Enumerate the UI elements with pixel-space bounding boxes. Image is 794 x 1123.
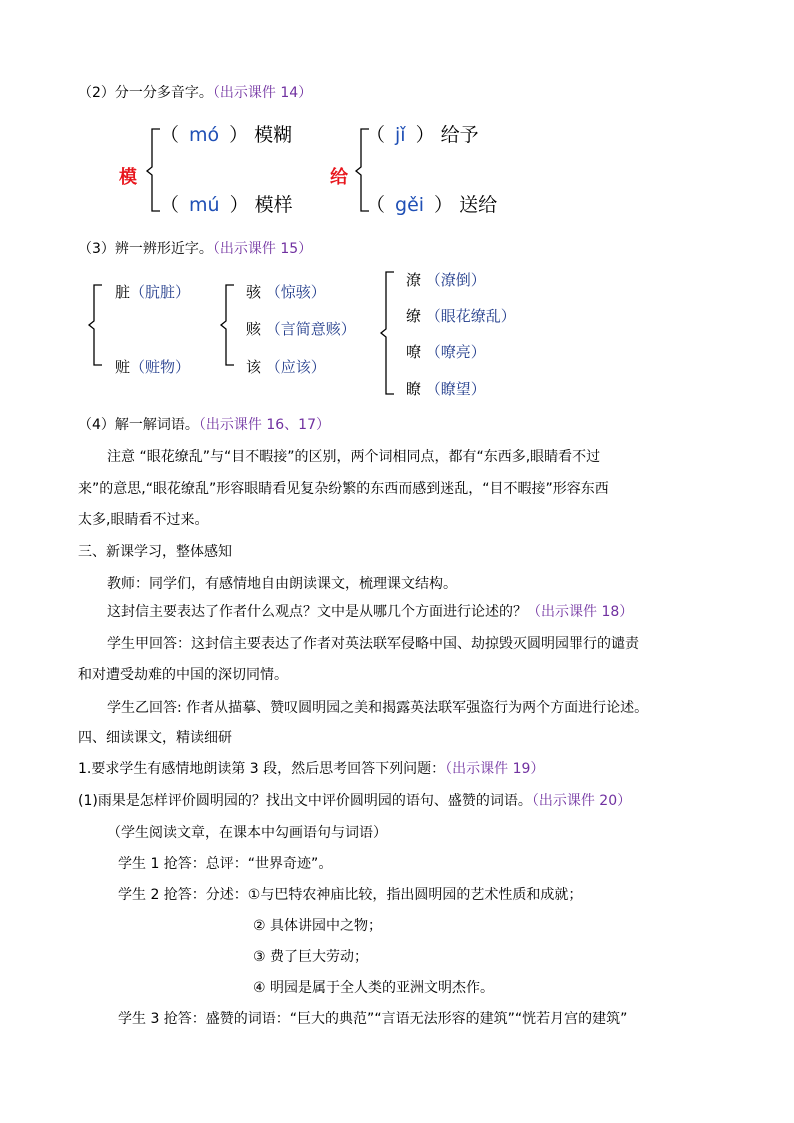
polyphone-char-2: 给: [330, 167, 348, 188]
answer-1: 学生 1 抢答：总评：“世界奇迹”。: [118, 856, 333, 872]
answer-2: 学生 2 抢答：分述：①与巴特农神庙比较，指出圆明园的艺术性质和成就；: [118, 887, 583, 903]
answer-2-item: ③ 费了巨大劳动；: [253, 949, 369, 965]
answer-2-item: ④ 明园是属于全人类的亚洲文明杰作。: [253, 980, 494, 996]
pinyin: mó: [189, 124, 220, 146]
similar-char-row: 骇 （惊骇）: [246, 283, 326, 301]
polyphone-char-1: 模: [119, 167, 137, 188]
section-heading-2: （2）分一分多音字。（出示课件 14）: [78, 85, 313, 101]
poly-row-1: （ mó ） 模糊: [160, 124, 293, 146]
similar-char-row: 瞭 （瞭望）: [406, 380, 486, 398]
answer-3: 学生 3 抢答：盛赞的词语：“巨大的典范”“言语无法形容的建筑”“恍若月宫的建筑”: [118, 1011, 628, 1027]
similar-char-row: 该 （应该）: [246, 358, 326, 376]
question-1: (1)雨果是怎样评价圆明园的？找出文中评价圆明园的语句、盛赞的词语。（出示课件 20）: [78, 793, 632, 809]
pinyin: jǐ: [395, 124, 406, 146]
similar-char-row: 嘹 （嘹亮）: [406, 343, 486, 361]
note-line: 太多,眼睛看不过来。: [78, 512, 209, 528]
poly-row-4: （ gěi ） 送给: [366, 194, 498, 216]
brace-5: [380, 270, 400, 396]
task-line: 1.要求学生有感情地朗读第 3 段，然后思考回答下列问题：（出示课件 19）: [78, 761, 545, 777]
similar-char-row: 缭 （眼花缭乱）: [406, 307, 516, 325]
section-title-3: 三、新课学习，整体感知: [78, 544, 232, 560]
courseware-ref: （出示课件 20）: [531, 793, 632, 809]
section-title-4: 四、细读课文，精读细研: [78, 730, 232, 746]
similar-char-row: 赅 （言简意赅）: [246, 320, 356, 338]
similar-char-row: 潦 （潦倒）: [406, 271, 486, 289]
courseware-ref: （出示课件 18）: [527, 604, 634, 620]
student-a-answer: 学生甲回答：这封信主要表达了作者对英法联军侵略中国、劫掠毁灭圆明园罪行的谴责: [107, 636, 639, 652]
section-heading-4: （4）解一解词语。（出示课件 16、17）: [78, 417, 331, 433]
courseware-ref: （出示课件 19）: [445, 761, 545, 777]
student-a-answer-cont: 和对遭受劫难的中国的深切同情。: [78, 667, 288, 683]
instruction-line: （学生阅读文章，在课本中勾画语句与词语）: [107, 825, 387, 841]
note-line: 来”的意思,“眼花缭乱”形容眼睛看见复杂纷繁的东西而感到迷乱，“目不暇接”形容东西: [78, 481, 609, 497]
similar-char-row: 赃（赃物）: [115, 358, 191, 376]
question-line: 这封信主要表达了作者什么观点？文中是从哪几个方面进行论述的？（出示课件 18）: [107, 604, 634, 620]
similar-char-row: 脏（肮脏）: [115, 283, 191, 301]
pinyin: mú: [189, 194, 220, 216]
section-heading-3: （3）辨一辨形近字。（出示课件 15）: [78, 241, 313, 257]
poly-row-2: （ mú ） 模样: [160, 194, 293, 216]
courseware-ref: （出示课件 16、17）: [198, 417, 331, 433]
note-line: 注意 “眼花缭乱”与“目不暇接”的区别，两个词相同点，都有“东西多,眼睛看不过: [107, 449, 601, 465]
answer-2-item: ② 具体讲园中之物；: [253, 918, 383, 934]
pinyin: gěi: [395, 194, 425, 216]
courseware-ref: （出示课件 15）: [212, 241, 313, 257]
student-b-answer: 学生乙回答: 作者从描摹、赞叹圆明园之美和揭露英法联军强盗行为两个方面进行论述。: [107, 700, 649, 716]
teacher-line: 教师：同学们，有感情地自由朗读课文，梳理课文结构。: [107, 576, 457, 592]
courseware-ref: （出示课件 14）: [212, 85, 313, 101]
poly-row-3: （ jǐ ） 给予: [366, 124, 479, 146]
brace-3: [88, 283, 108, 367]
brace-4: [220, 283, 240, 367]
